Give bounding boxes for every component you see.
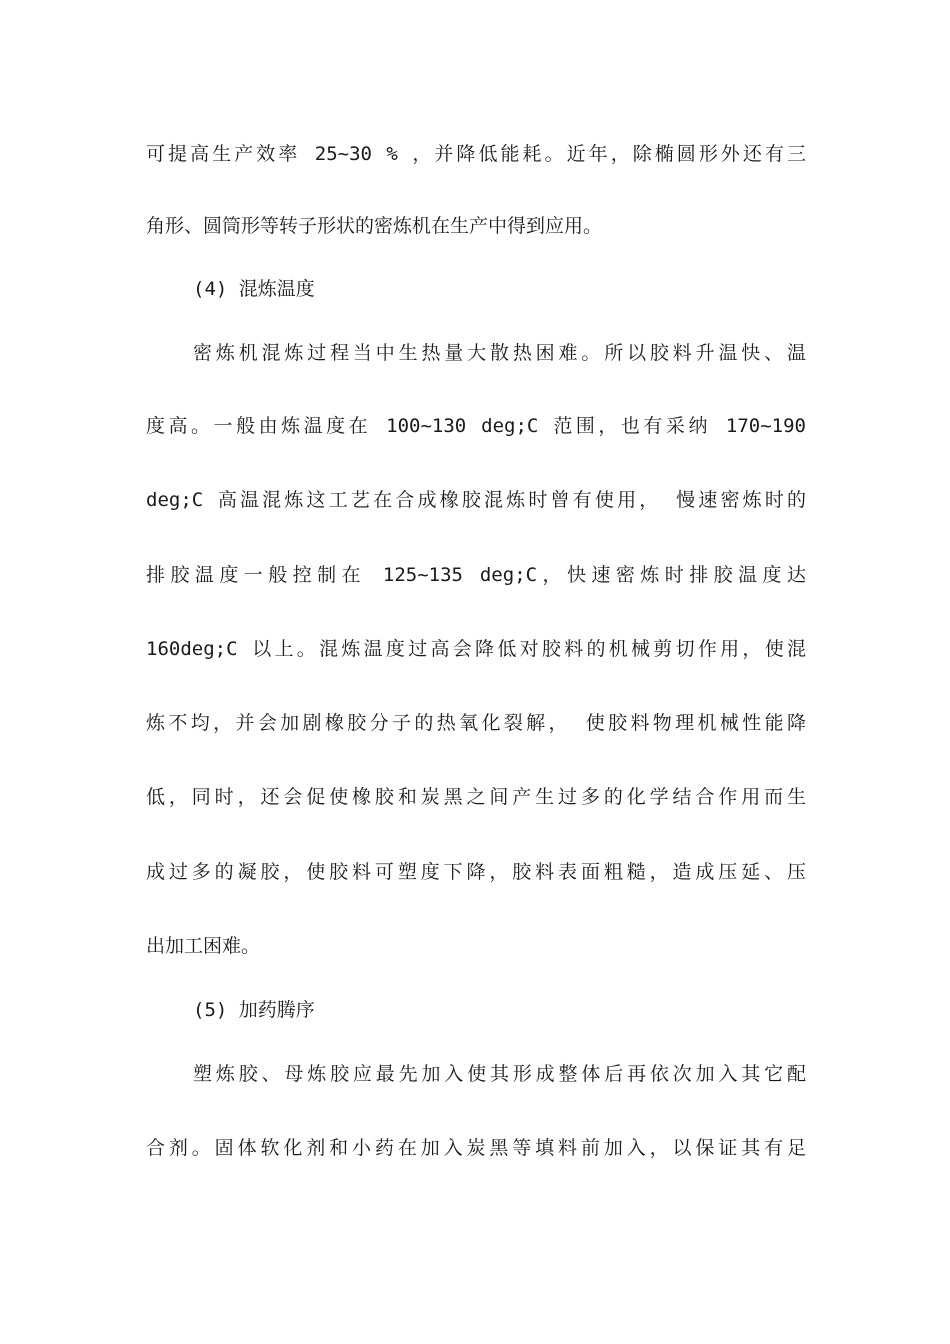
text-line: 160deg;C 以上。混炼温度过高会降低对胶料的机械剪切作用，使混 [146,638,806,660]
text-line: 排胶温度一般控制在 125~135 deg;C，快速密炼时排胶温度达 [146,564,806,586]
text-line: deg;C 高温混炼这工艺在合成橡胶混炼时曾有使用， 慢速密炼时的 [146,489,806,511]
text-line: 低，同时，还会促使橡胶和炭黑之间产生过多的化学结合作用而生 [146,786,806,808]
text-line: 密炼机混炼过程当中生热量大散热困难。所以胶料升温快、温 [193,342,806,364]
text-line: 炼不均，并会加剧橡胶分子的热氧化裂解， 使胶料物理机械性能降 [146,712,806,734]
text-line: 度高。一般由炼温度在 100~130 deg;C 范围，也有采纳 170~190 [146,415,806,437]
text-line: 角形、圆筒形等转子形状的密炼机在生产中得到应用。 [146,215,603,237]
text-line: 成过多的凝胶，使胶料可塑度下降，胶料表面粗糙，造成压延、压 [146,861,806,883]
text-line: 塑炼胶、母炼胶应最先加入使其形成整体后再依次加入其它配 [193,1063,806,1085]
section-heading: (5) 加药腾序 [193,999,315,1021]
text-line: 合剂。固体软化剂和小药在加入炭黑等填料前加入，以保证其有足 [146,1137,806,1159]
text-line: 出加工困难。 [146,935,261,957]
text-line: 可提高生产效率 25~30 % ，并降低能耗。近年，除椭圆形外还有三 [146,143,806,165]
section-heading: (4) 混炼温度 [193,278,315,300]
